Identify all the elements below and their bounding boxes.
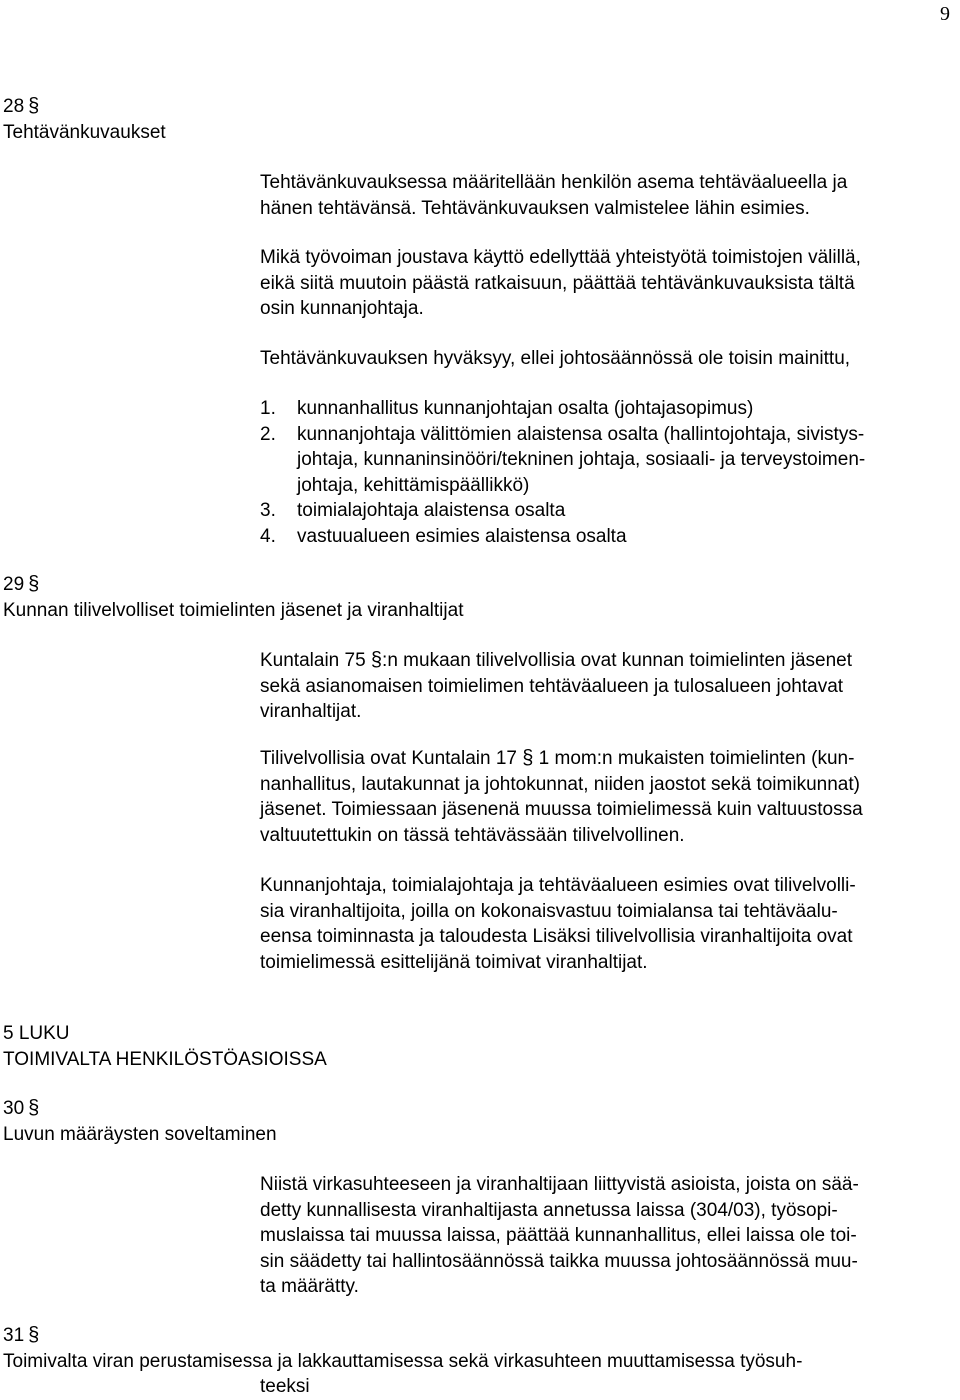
page-number: 9 [940,3,950,25]
section-title: Tehtävänkuvaukset [3,121,166,143]
section-30-heading [3,1096,277,1147]
section-title-continuation: teeksi [260,1376,310,1397]
chapter-number: 5 LUKU [3,1023,70,1044]
section-title: Luvun määräysten soveltaminen [3,1123,277,1145]
section-29-paragraph-1: Kuntalain 75 §:n mukaan tilivelvollisia ovat kunnan toimielinten jäsenet sekä asianomaisen toimielimen tehtäväalueen ja tulosalueen johtavat viranhaltijat. [260,649,853,722]
section-29-paragraph-3: Kunnanjohtaja, toimialajohtaja ja tehtäväalueen esimies ovat tilivelvolli- sia viranhaltijoita, joilla on kokonaisvastuu toimialansa tai tehtäväalu- eensa toiminnasta ja taloudesta Lisäksi tilivelvollisia viranhaltijoita ovat toimielimessä esittelijänä toimivat viranhaltijat. [260,875,856,973]
section-31-heading [3,1323,802,1374]
section-symbol: § [28,1097,40,1119]
approval-list [260,396,865,549]
section-number: 30 [3,1098,25,1119]
section-title: Toimivalta viran perustamisessa ja lakkauttamisessa sekä virkasuhteen muuttamisessa työsuh- [3,1350,803,1372]
section-number: 29 [3,574,25,595]
section-symbol: § [522,747,534,769]
section-title: Kunnan tilivelvolliset toimielinten jäsenet ja viranhaltijat [3,599,464,621]
section-29-paragraph-2: Tilivelvollisia ovat Kuntalain 17 § 1 mom:n mukaisten toimielinten (kun- nanhallitus, lautakunnat ja johtokunnat, niiden jaostot sekä toimikunnat) jäsenet. Toimiessaan jäsenenä muussa toimielimessä kuin valtuustossa valtuutettukin on tässä tehtävässään tilivelvollinen. [260,747,863,846]
section-28-heading [3,94,166,145]
list-item: 4. vastuualueen esimies alaistensa osalta [260,525,627,547]
section-symbol: § [28,95,40,117]
section-28-paragraph-2: Mikä työvoiman joustava käyttö edellyttää yhteistyötä toimistojen välillä, eikä siitä muutoin päästä ratkaisuun, päättää tehtävänkuvauksista tältä osin kunnanjohtaja. [260,247,861,319]
section-symbol: § [28,573,40,595]
section-symbol: § [28,1324,40,1346]
section-28-paragraph-3: Tehtävänkuvauksen hyväksyy, ellei johtosäännössä ole toisin mainittu, [260,348,851,369]
section-29-heading [3,572,463,623]
section-28-paragraph-1: Tehtävänkuvauksessa määritellään henkilön asema tehtäväalueella ja hänen tehtävänsä. Tehtävänkuvauksen valmistelee lähin esimies. [260,172,848,219]
chapter-5-heading [3,1021,327,1072]
list-item: 1. kunnanhallitus kunnanjohtajan osalta (johtajasopimus) [260,398,754,419]
chapter-title: TOIMIVALTA HENKILÖSTÖASIOISSA [3,1048,327,1070]
section-number: 31 [3,1325,25,1346]
section-number: 28 [3,96,25,117]
list-item: 2. kunnanjohtaja välittömien alaistensa osalta (hallintojohtaja, sivistys- johtaja, kunnaninsinööri/tekninen johtaja, sosiaali- ja terveystoimen- johtaja, kehittämispäällikkö) [260,423,866,496]
section-symbol: § [370,649,383,671]
list-item: 3. toimialajohtaja alaistensa osalta [260,500,566,521]
section-30-paragraph-1: Niistä virkasuhteeseen ja viranhaltijaan liittyvistä asioista, joista on sää- detty kunnallisesta viranhaltijasta annetussa laissa (304/03), työsopi- muslaissa tai muussa laissa, päättää kunnanhallitus, ellei laissa ole toi- sin säädetty tai hallintosäännössä taikka muussa johtosäännössä muu- ta määrätty. [260,1174,859,1297]
